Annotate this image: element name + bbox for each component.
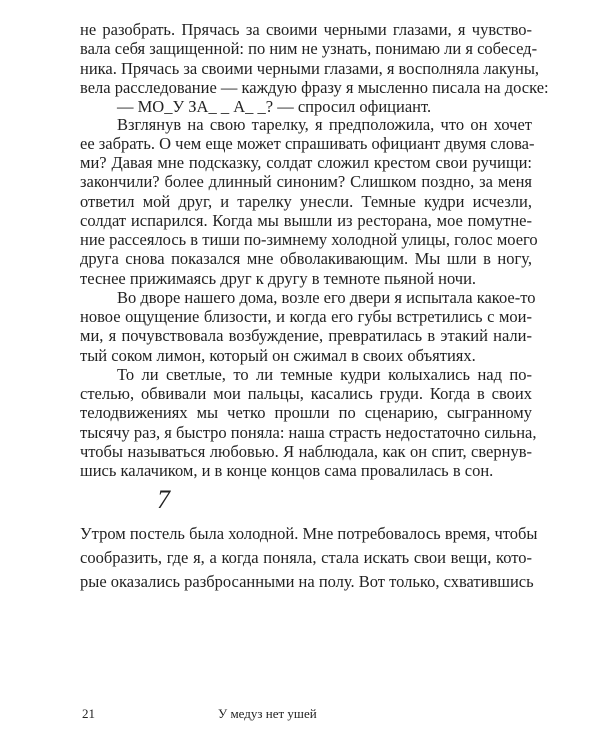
text-line: теснее прижимаясь друг к другу в темноте пьяной ночи. [80, 269, 477, 288]
text-line: ее забрать. О чем еще может спрашивать официант двумя слова- [80, 134, 535, 153]
page-number: 21 [82, 706, 95, 721]
text-line: тысячу раз, я быстро поняла: наша страсть недостаточно сильна, [80, 423, 537, 442]
text-line: солдат испарился. Когда мы вышли из ресторана, мое помутне- [80, 211, 532, 230]
text-line: Взглянув на свою тарелку, я предположила, что он хочет [117, 115, 532, 134]
text-line: сообразить, где я, а когда поняла, стала искать свои вещи, кото- [80, 548, 532, 567]
text-line: ми, я почувствовала возбуждение, превратилась в этакий нали- [80, 326, 532, 345]
text-line: чтобы называться любовью. Я наблюдала, как он спит, свернув- [80, 442, 532, 461]
text-line: закончили? более длинный синоним? Слишком поздно, за меня [80, 172, 532, 191]
text-line: новое ощущение близости, и когда его губы встретились с мои- [80, 307, 532, 326]
text-line: друга снова показался мне обволакивающим. Мы шли в ногу, [80, 249, 532, 268]
text-line: ние рассеялось в тиши по-зимнему холодной улицы, голос моего [80, 230, 538, 249]
text-line: Во дворе нашего дома, возле его двери я испытала какое-то [117, 288, 536, 307]
text-line: тый соком лимон, который он сжимал в своих объятиях. [80, 346, 476, 365]
text-line: не разобрать. Прячась за своими черными глазами, я чувство- [80, 20, 532, 39]
text-line: вела расследование — каждую фразу я мысленно писала на доске: [80, 78, 549, 97]
text-line: вала себя защищенной: по ним не узнать, понимаю ли я собесед- [80, 39, 538, 58]
text-line: Утром постель была холодной. Мне потребовалось время, чтобы [80, 524, 538, 543]
running-title: У медуз нет ушей [218, 706, 317, 721]
text-line: То ли светлые, то ли темные кудри колыхались над по- [117, 365, 532, 384]
chapter-heading: 7 [157, 485, 170, 514]
text-line: ми? Давая мне подсказку, солдат сложил крестом свои ручищи: [80, 153, 532, 172]
text-line: ника. Прячась за своими черными глазами, я восполняла лакуны, [80, 59, 540, 78]
text-line: ответил мой друг, и тарелку унесли. Темные кудри исчезли, [80, 192, 532, 211]
text-line: телодвижениях мы четко прошли по сценарию, сыгранному [80, 403, 532, 422]
text-line: стелью, обвивали мои пальцы, касались груди. Когда в своих [80, 384, 532, 403]
text-line: шись калачиком, и в конце концов сама провалилась в сон. [80, 461, 494, 480]
dialogue-line: — МО_У ЗА_ _ А_ _? — спросил официант. [117, 97, 432, 116]
text-line: рые оказались разбросанными на полу. Вот только, схватившись [80, 572, 534, 591]
